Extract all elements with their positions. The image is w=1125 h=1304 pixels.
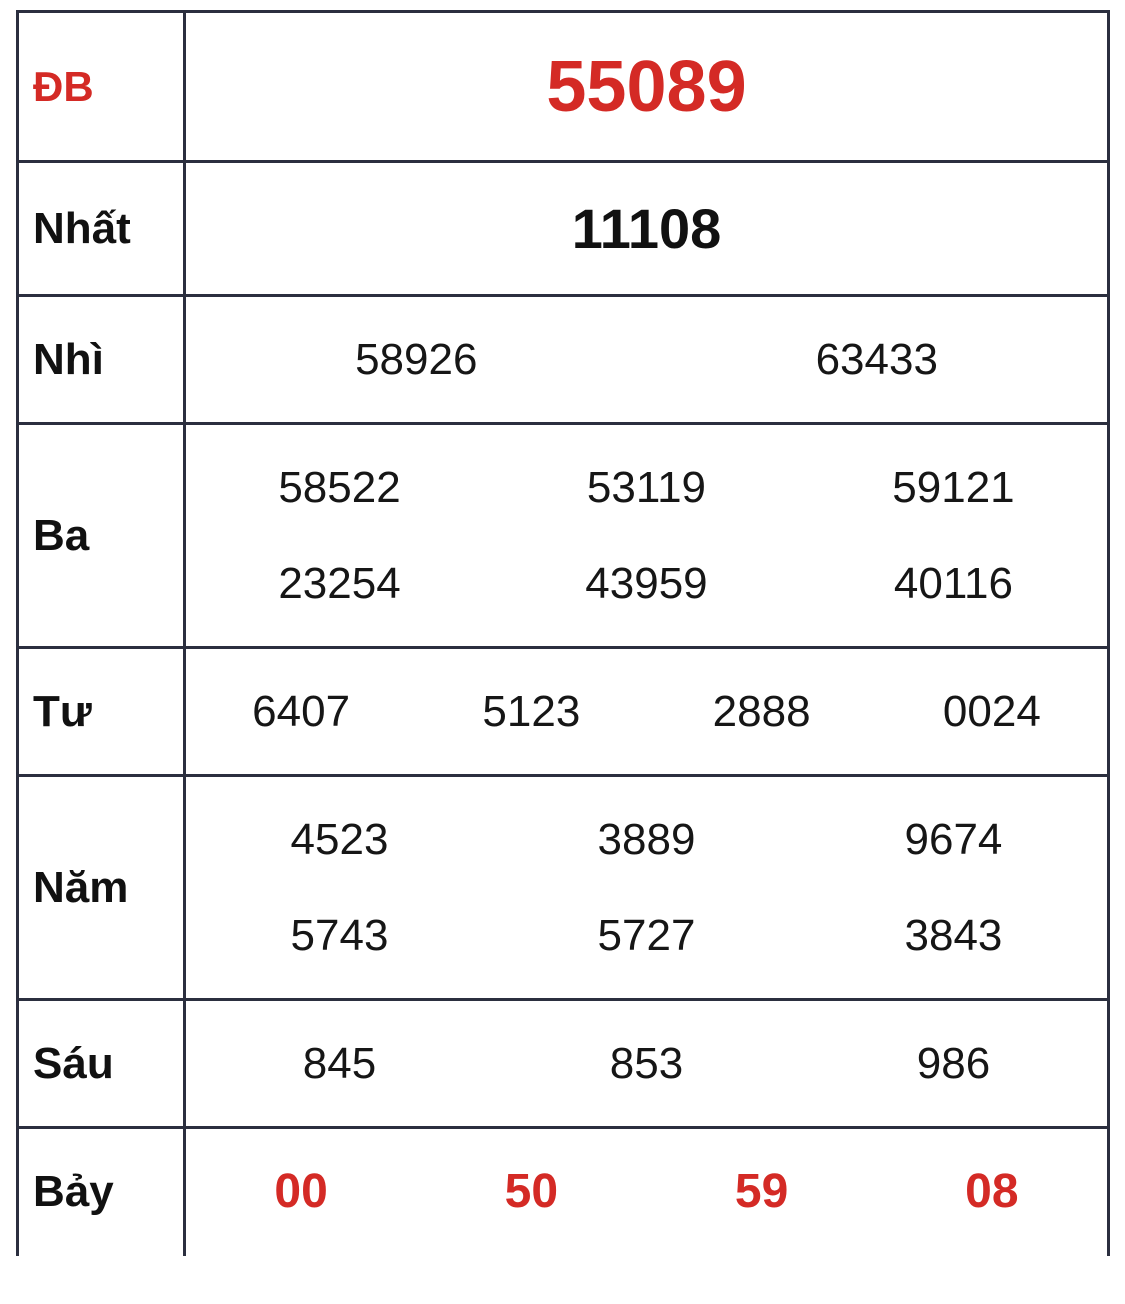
third-prize-number: 43959: [585, 558, 708, 608]
fourth-prize-number: 5123: [482, 686, 581, 736]
third-prize-number: 23254: [278, 558, 401, 608]
fifth-prize-number: 3843: [904, 910, 1003, 960]
prize-numbers-fifth: [185, 776, 1109, 1000]
prize-row-fourth: [18, 648, 1109, 776]
second-prize-number: 63433: [815, 334, 938, 384]
third-prize-number: 59121: [892, 462, 1015, 512]
sixth-prize-number: 845: [302, 1038, 377, 1088]
seventh-prize-number: 59: [734, 1165, 789, 1219]
prize-numbers-first: [185, 162, 1109, 296]
prize-numbers-sixth: [185, 1000, 1109, 1128]
seventh-prize-number: 08: [965, 1165, 1019, 1219]
prize-row-seventh: [18, 1128, 1109, 1256]
seventh-prize-number: 50: [504, 1165, 559, 1219]
prize-label-first: Nhất: [18, 162, 185, 296]
prize-numbers-fourth: [185, 648, 1109, 776]
prize-label-sixth: Sáu: [18, 1000, 185, 1128]
fourth-prize-number: 0024: [942, 686, 1041, 736]
prize-label-fifth: Năm: [18, 776, 185, 1000]
fifth-prize-number: 9674: [904, 814, 1003, 864]
prize-numbers-seventh: [185, 1128, 1109, 1256]
third-prize-number: 58522: [278, 462, 401, 512]
lottery-results-table: [16, 10, 1110, 1256]
prize-row-third: [18, 424, 1109, 648]
prize-row-second: [18, 296, 1109, 424]
prize-label-second: Nhì: [18, 296, 185, 424]
sixth-prize-number: 986: [916, 1038, 991, 1088]
fifth-prize-number: 5743: [290, 910, 389, 960]
fourth-prize-number: 2888: [712, 686, 811, 736]
prize-numbers-third: [185, 424, 1109, 648]
seventh-prize-number: 00: [274, 1165, 328, 1219]
prize-row-special: [18, 12, 1109, 162]
fifth-prize-number: 4523: [290, 814, 389, 864]
third-prize-number: 53119: [586, 462, 707, 512]
fifth-prize-number: 3889: [597, 814, 696, 864]
third-prize-number: 40116: [893, 558, 1013, 608]
second-prize-number: 58926: [355, 334, 478, 384]
prize-label-special: ĐB: [18, 12, 185, 162]
prize-label-third: Ba: [18, 424, 185, 648]
sixth-prize-number: 853: [609, 1038, 684, 1088]
prize-label-seventh: Bảy: [18, 1128, 185, 1256]
fourth-prize-number: 6407: [252, 686, 351, 736]
prize-row-fifth: [18, 776, 1109, 1000]
prize-label-fourth: Tư: [18, 648, 185, 776]
prize-row-sixth: [18, 1000, 1109, 1128]
first-prize-number: 11108: [571, 196, 722, 260]
prize-numbers-special: [185, 12, 1109, 162]
fifth-prize-number: 5727: [597, 910, 696, 960]
prize-numbers-second: [185, 296, 1109, 424]
prize-row-first: [18, 162, 1109, 296]
special-prize-number: 55089: [546, 46, 747, 127]
